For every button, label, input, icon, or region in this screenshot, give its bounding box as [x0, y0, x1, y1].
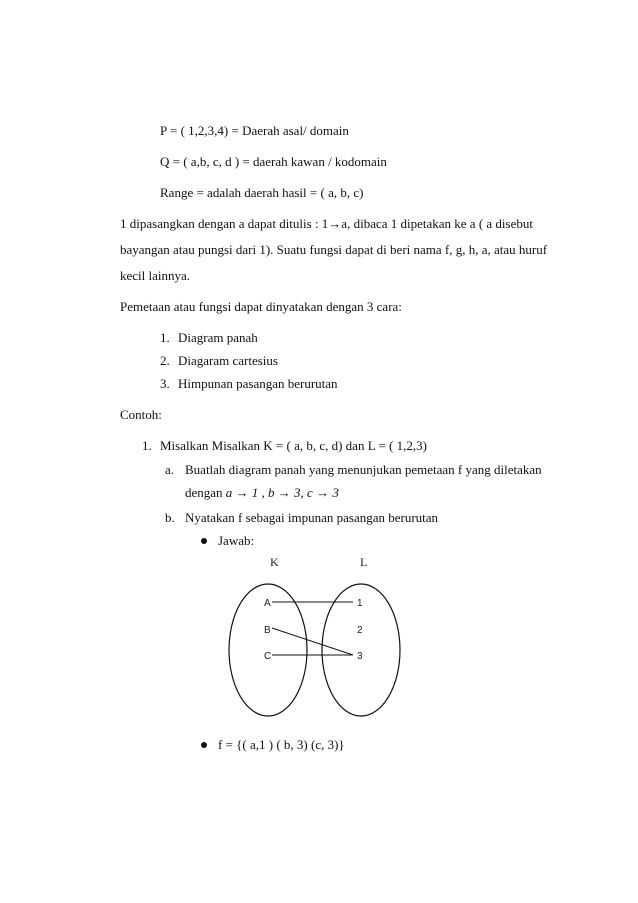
domain-element: A	[264, 598, 271, 609]
jawab-label: Jawab:	[218, 533, 255, 548]
definition-p: P = ( 1,2,3,4) = Daerah asal/ domain	[160, 123, 349, 138]
mapping-expression: a → 1 , b → 3, c → 3	[225, 485, 339, 500]
paragraph-line-3: kecil lainnya.	[120, 268, 191, 283]
bullet-icon	[201, 742, 207, 748]
definition-range: Range = adalah daerah hasil = ( a, b, c)	[160, 185, 364, 200]
method-number: 1.	[160, 330, 170, 345]
sub-b-text: Nyatakan f sebagai impunan pasangan berurutan	[185, 510, 439, 525]
sub-a-prefix: dengan	[185, 485, 223, 500]
method-number: 2.	[160, 353, 170, 368]
set-k-label: K	[270, 555, 279, 569]
sub-label-b: b.	[165, 510, 175, 525]
domain-element: C	[264, 651, 272, 662]
method-item: Diagaram cartesius	[178, 353, 278, 368]
codomain-element: 2	[357, 625, 363, 636]
domain-element: B	[264, 625, 271, 636]
set-l-label: L	[360, 555, 368, 569]
codomain-element: 3	[357, 651, 363, 662]
method-number: 3.	[160, 376, 170, 391]
methods-intro: Pemetaan atau fungsi dapat dinyatakan dengan 3 cara:	[120, 299, 402, 314]
paragraph-line-2: bayangan atau pungsi dari 1). Suatu fungsi dapat di beri nama f, g, h, a, atau huruf	[120, 242, 548, 257]
method-item: Himpunan pasangan berurutan	[178, 376, 338, 391]
answer-text: f = {( a,1 ) ( b, 3) (c, 3)}	[218, 737, 345, 752]
paragraph-line-1: 1 dipasangkan dengan a dapat ditulis : 1→a, dibaca 1 dipetakan ke a ( a disebut	[120, 216, 533, 231]
example-statement: Misalkan Misalkan K = ( a, b, c, d) dan L = ( 1,2,3)	[160, 438, 427, 453]
example-number: 1.	[142, 438, 152, 453]
mapping-line-b-3	[272, 628, 353, 655]
sub-a-line-1: Buatlah diagram panah yang menunjukan pemetaan f yang diletakan	[185, 462, 542, 477]
sub-label-a: a.	[165, 462, 175, 477]
contoh-label: Contoh:	[120, 407, 162, 422]
definition-q: Q = ( a,b, c, d ) = daerah kawan / kodomain	[160, 154, 387, 169]
method-item: Diagram panah	[178, 330, 258, 345]
codomain-element: 1	[357, 598, 363, 609]
